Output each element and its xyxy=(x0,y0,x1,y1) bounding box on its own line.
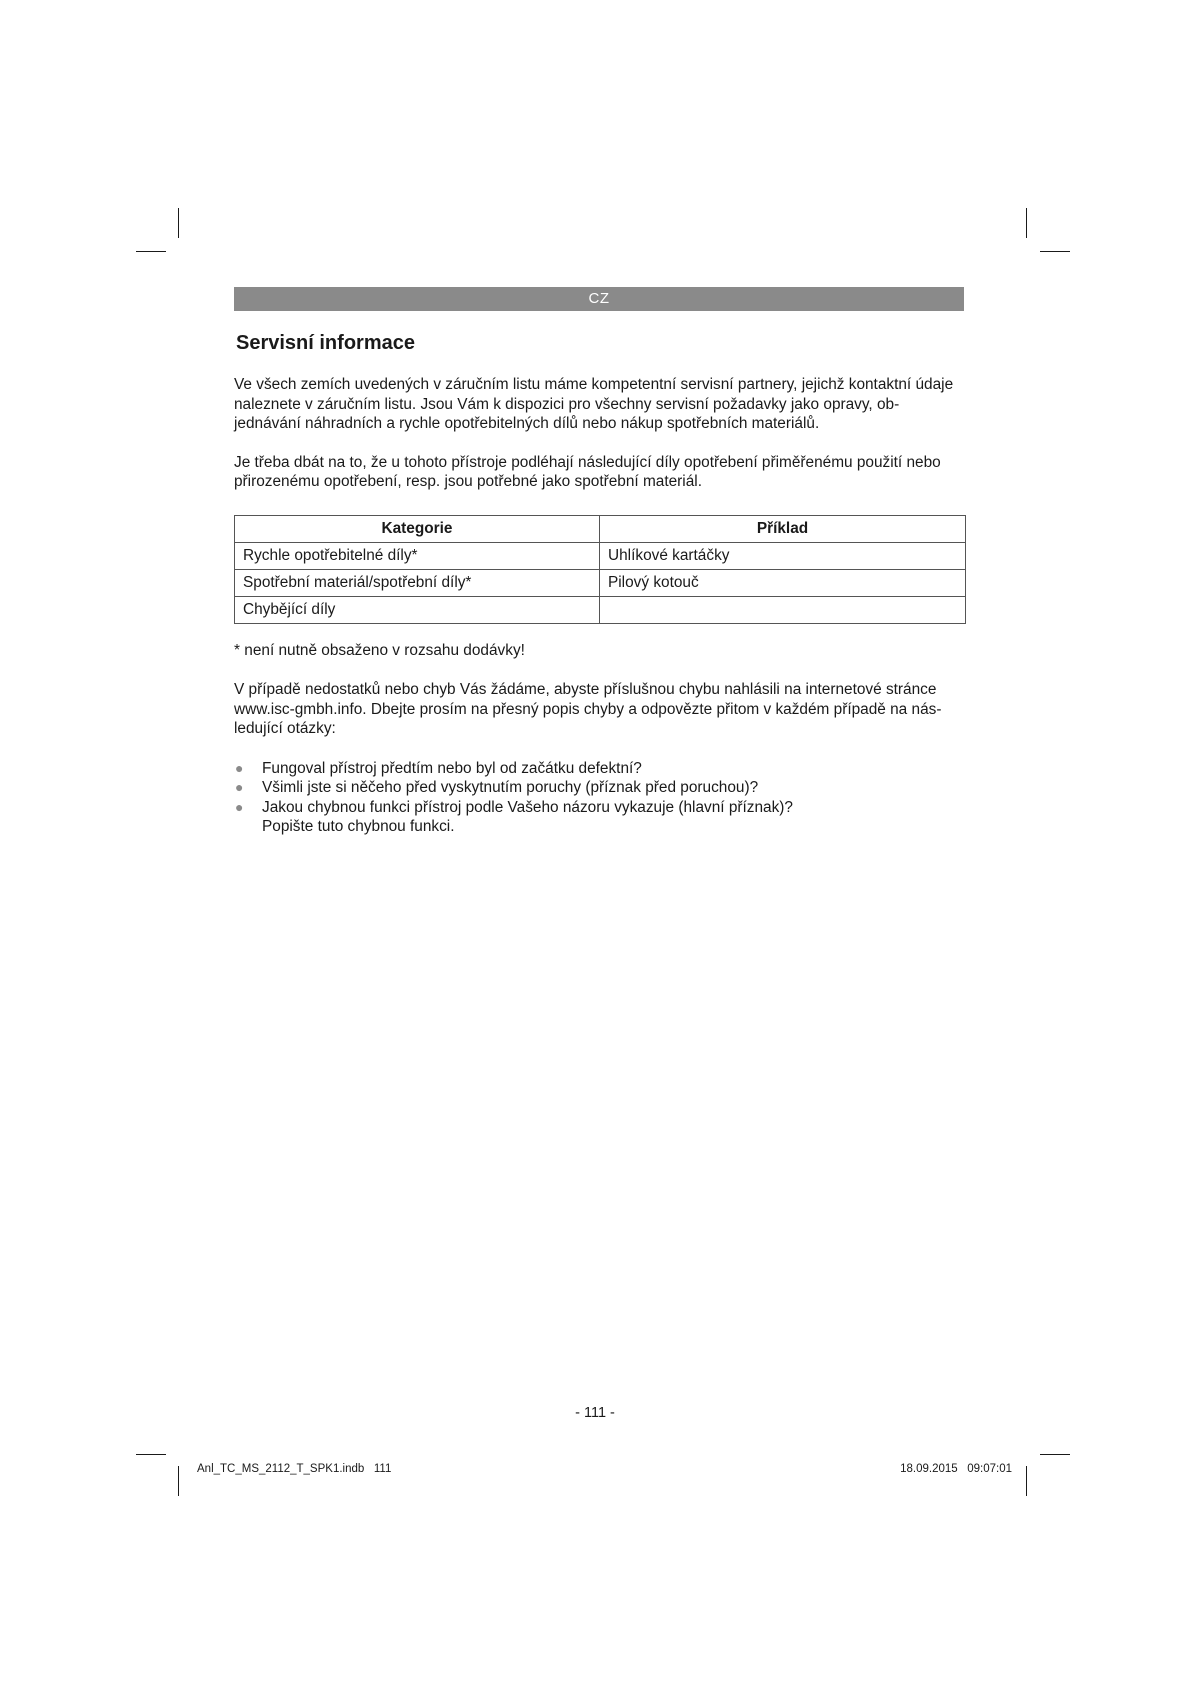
list-item xyxy=(234,798,964,837)
crop-mark-bottom-right-vertical xyxy=(1026,1466,1027,1496)
table-row xyxy=(235,542,966,569)
table-cell: Rychle opotřebitelné díly* xyxy=(235,542,600,569)
wear-parts-table xyxy=(234,515,966,624)
defect-report-paragraph: V případě nedostatků nebo chyb Vás žádáme, abyste příslušnou chybu nahlásili na internetové stránce www.isc-gmbh.info. Dbejte prosím na přesný popis chyby a odpovězte přitom v každém případě na nás-ledující otázky: xyxy=(234,681,942,737)
page-content xyxy=(234,287,964,837)
crop-mark-top-right-horizontal xyxy=(1040,251,1070,252)
file-slug: Anl_TC_MS_2112_T_SPK1.indb 111 xyxy=(197,1463,392,1475)
print-timestamp: 18.09.2015 09:07:01 xyxy=(900,1463,1012,1475)
service-paragraph: Ve všech zemích uvedených v záručním listu máme kompetentní servisní partnery, jejichž kontaktní údaje naleznete v záručním listu. Jsou Vám k dispozici pro všechny servisní požadavky jako opravy, ob-jednávání náhradních a rychle opotřebitelných dílů nebo nákup spotřebních materiálů. xyxy=(234,376,954,432)
table-header-category: Kategorie xyxy=(235,515,600,542)
questions-list xyxy=(234,759,964,837)
table-cell: Uhlíkové kartáčky xyxy=(600,542,966,569)
section-title: Servisní informace xyxy=(236,332,415,354)
page-number: - 111 - xyxy=(575,1405,615,1421)
language-bar xyxy=(234,287,964,311)
list-item xyxy=(234,759,964,779)
question-text: Všimli jste si něčeho před vyskytnutím poruchy (příznak před poruchou)? xyxy=(262,779,759,796)
crop-mark-top-left-horizontal xyxy=(136,251,166,252)
crop-mark-bottom-left-vertical xyxy=(178,1466,179,1496)
table-cell: Chybějící díly xyxy=(235,596,600,623)
table-cell: Pilový kotouč xyxy=(600,569,966,596)
list-item xyxy=(234,778,964,798)
crop-mark-bottom-right-horizontal xyxy=(1040,1454,1070,1455)
bullet-icon: ● xyxy=(235,798,244,815)
wear-parts-paragraph: Je třeba dbát na to, že u tohoto přístroje podléhají následující díly opotřebení přiměřenému použití nebo přirozenému opotřebení, resp. jsou potřebné jako spotřební materiál. xyxy=(234,453,941,490)
table-cell xyxy=(600,596,966,623)
footnote: * není nutně obsaženo v rozsahu dodávky! xyxy=(234,641,525,659)
crop-mark-bottom-left-horizontal xyxy=(136,1454,166,1455)
table-row xyxy=(235,596,966,623)
crop-mark-top-right-vertical xyxy=(1026,208,1027,238)
question-text: Jakou chybnou funkci přístroj podle Vašeho názoru vykazuje (hlavní příznak)? xyxy=(262,798,793,816)
bullet-icon: ● xyxy=(235,779,244,795)
bullet-icon: ● xyxy=(235,759,244,776)
language-code: CZ xyxy=(588,290,610,307)
table-header-example: Příklad xyxy=(600,515,966,542)
table-row xyxy=(235,569,966,596)
crop-mark-top-left-vertical xyxy=(178,208,179,238)
question-text: Fungoval přístroj předtím nebo byl od začátku defektní? xyxy=(262,759,642,777)
table-header-row xyxy=(235,515,966,542)
table-cell: Spotřební materiál/spotřební díly* xyxy=(235,569,600,596)
question-continuation: Popište tuto chybnou funkci. xyxy=(262,818,455,835)
